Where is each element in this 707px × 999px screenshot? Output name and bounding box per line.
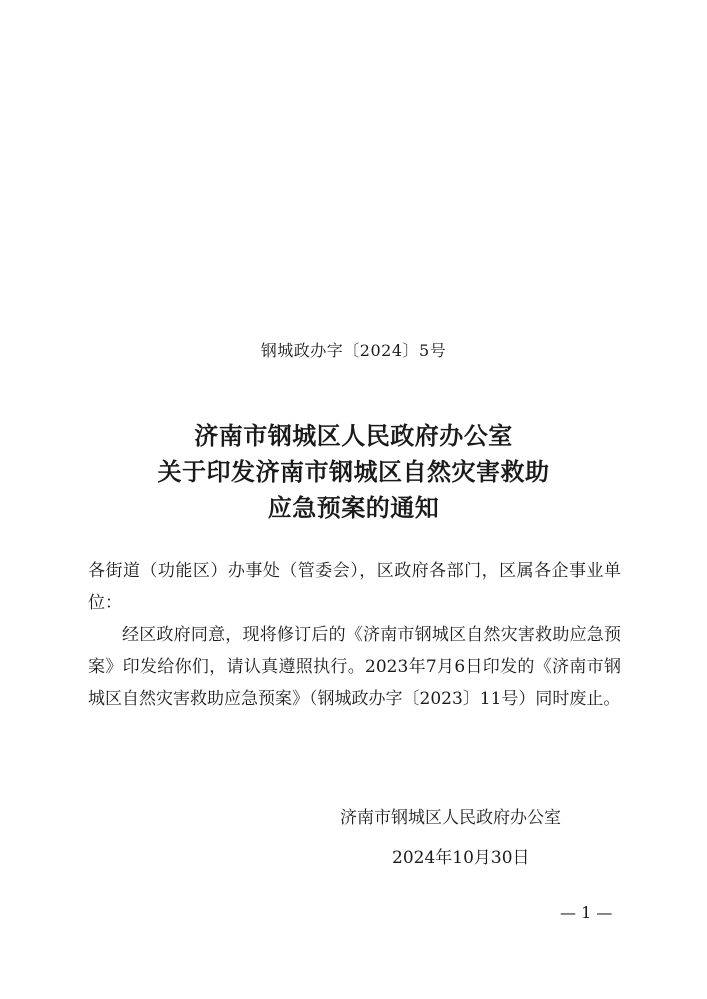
title-line-2: 关于印发济南市钢城区自然灾害救助	[157, 457, 550, 486]
signature-organization: 济南市钢城区人民政府办公室	[340, 808, 561, 828]
title-line-1: 济南市钢城区人民政府办公室	[194, 421, 513, 450]
document-title	[0, 418, 707, 526]
body-paragraph: 经区政府同意，现将修订后的《济南市钢城区自然灾害救助应急预案》印发给你们，请认真遵照执行。2023年7月6日印发的《济南市钢城区自然灾害救助应急预案》（钢城政办字〔2023〕11号）同时废止。	[88, 625, 621, 709]
signature-date: 2024年10月30日	[392, 848, 530, 868]
title-line-3: 应急预案的通知	[267, 493, 440, 522]
salutation: 各街道（功能区）办事处（管委会），区政府各部门，区属各企事业单位：	[88, 561, 621, 613]
page-number: — 1 —	[560, 903, 613, 922]
document-number: 钢城政办字〔2024〕5号	[260, 341, 447, 360]
